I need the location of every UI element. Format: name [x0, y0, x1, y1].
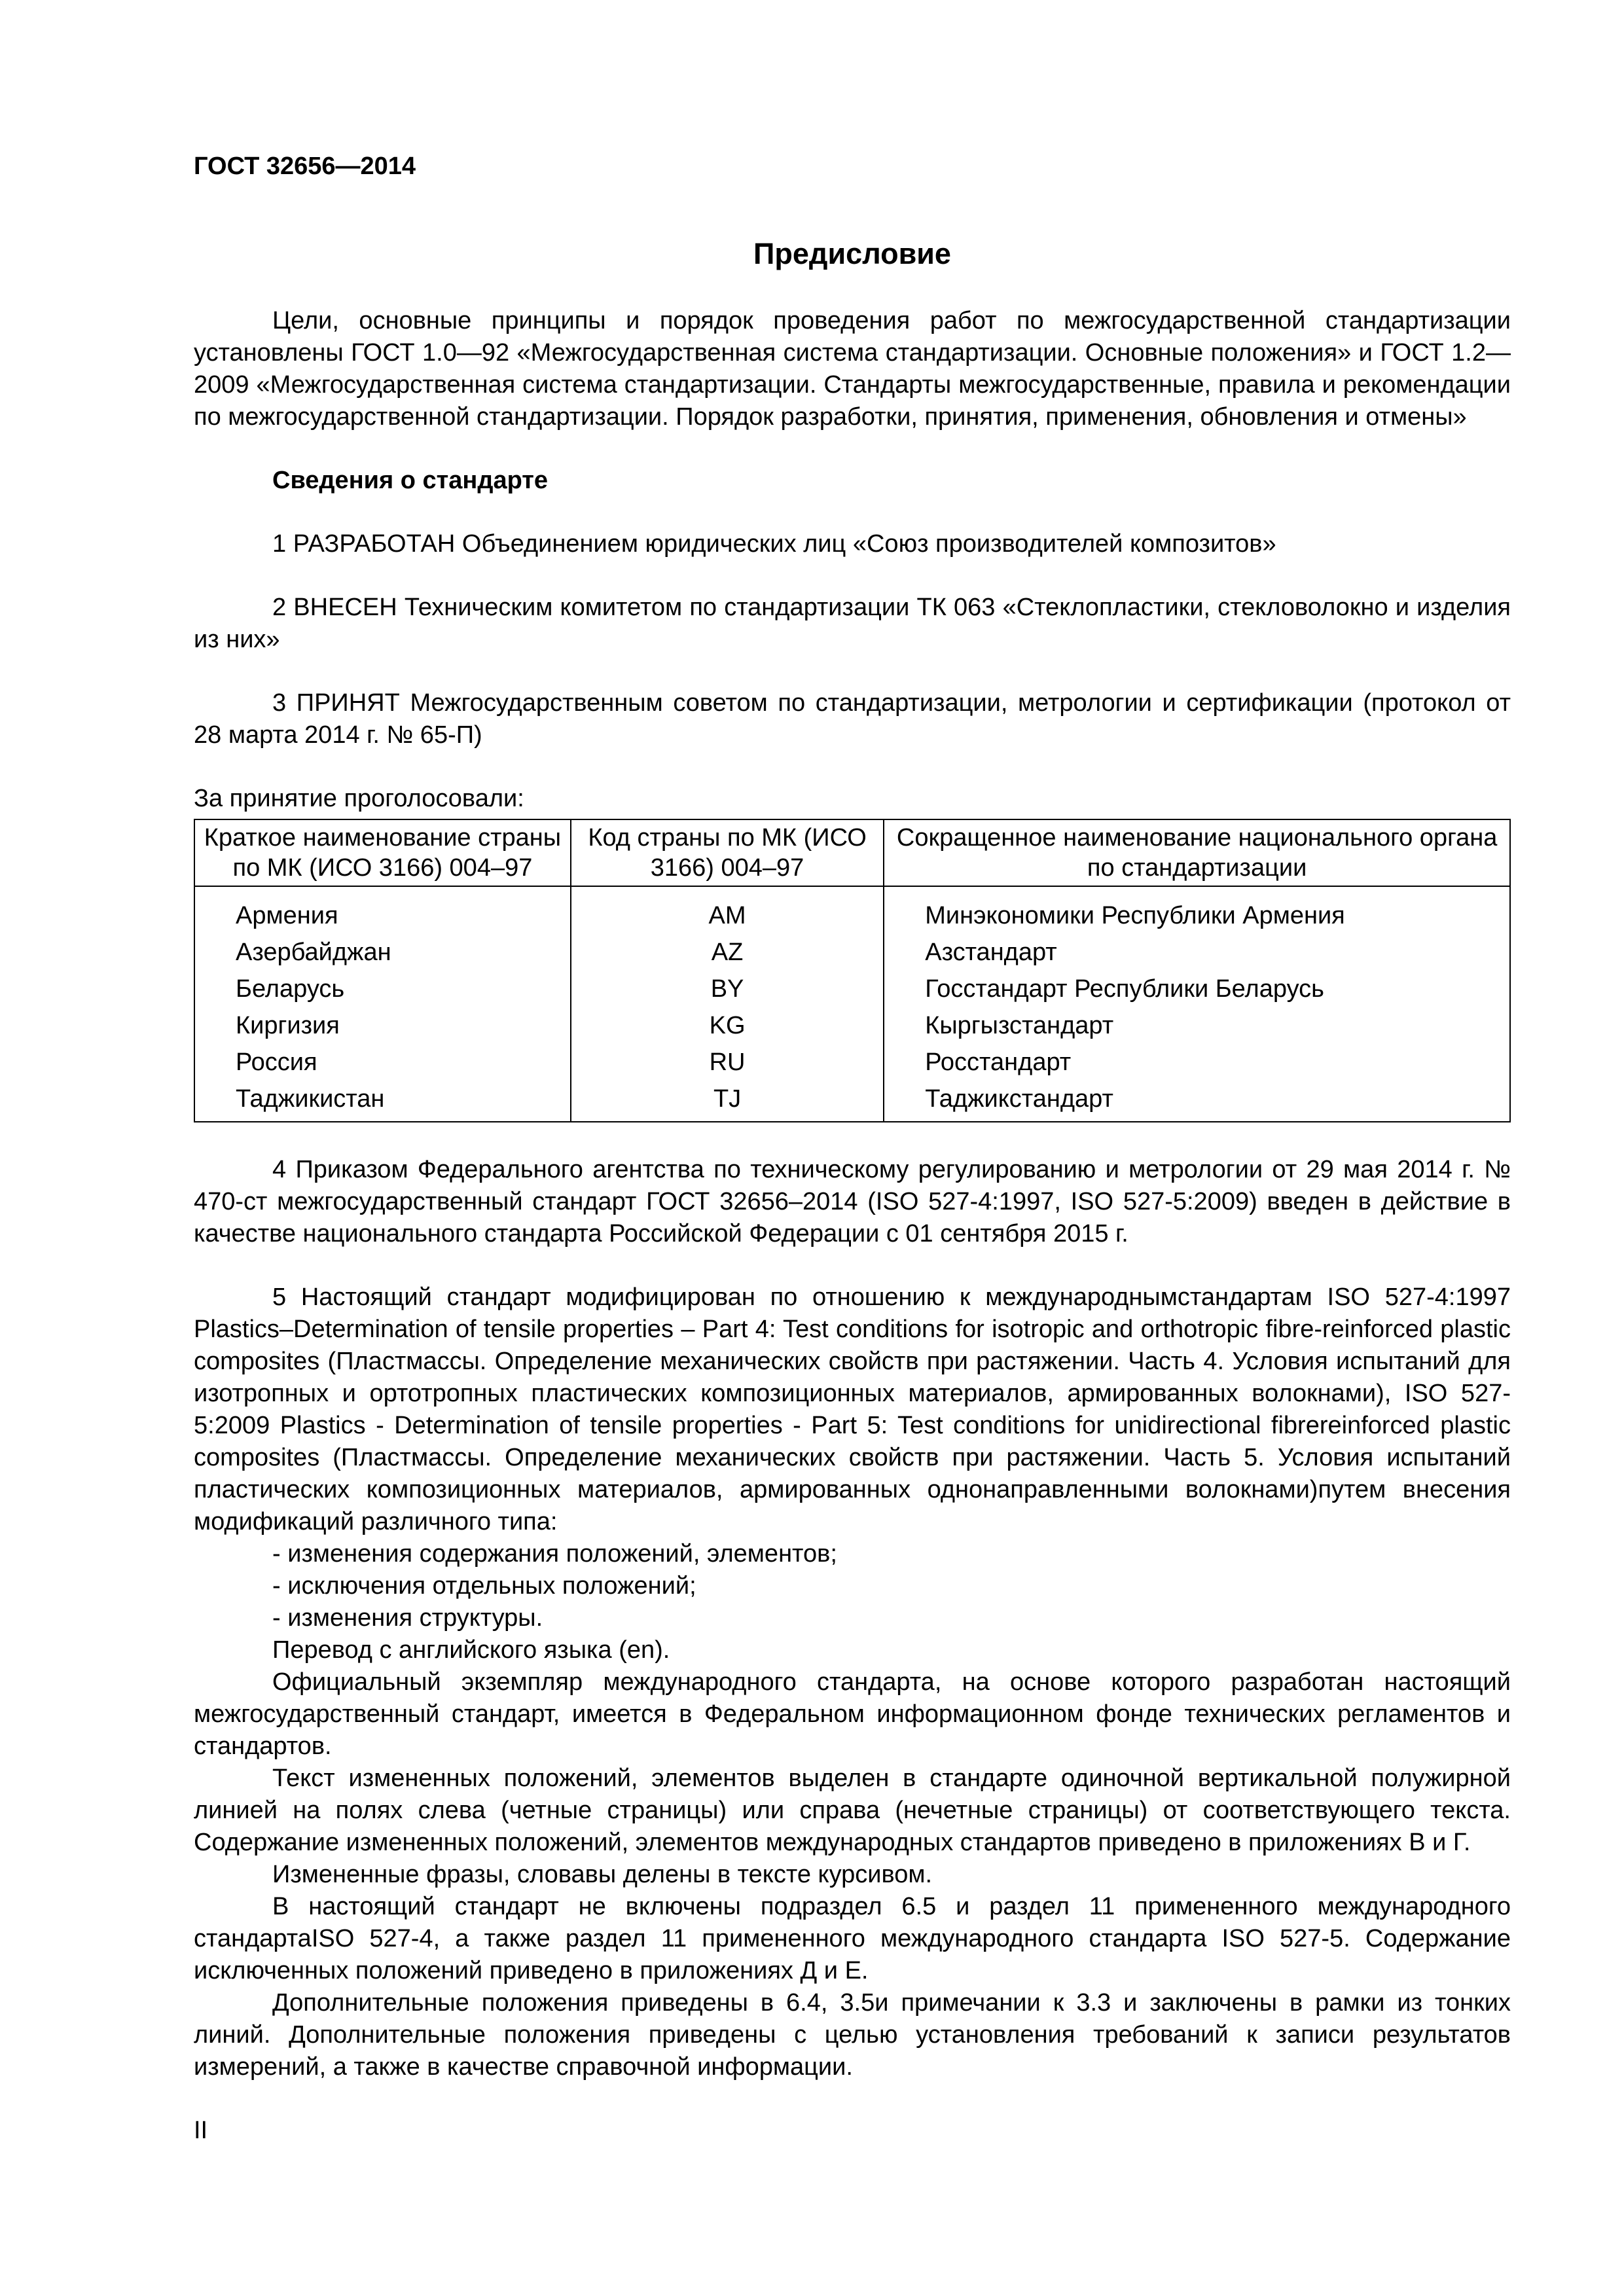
list-item: - изменения структуры. — [272, 1604, 543, 1632]
table-header-body: Сокращенное наименование национального органа по стандартизации — [884, 819, 1510, 886]
table-row — [194, 1081, 1510, 1122]
changed-phrases-note: Измененные фразы, словавы делены в тексте курсивом. — [272, 1861, 933, 1888]
translation-note: Перевод с английского языка (en). — [272, 1636, 670, 1664]
standards-body: Кыргызстандарт — [884, 1007, 1510, 1044]
document-page — [194, 151, 1511, 2083]
section-heading: Сведения о стандарте — [272, 467, 549, 494]
country-name: Беларусь — [194, 971, 571, 1007]
item-4: 4 Приказом Федерального агентства по техническому регулированию и метрологии от 29 мая 2014 г. № 470-ст межгосударственный стандарт ГОСТ 32656–2014 (ISO 527-4:1997, ISO 527-5:2009) введен в действие в качестве национального стандарта Российской Федерации с 01 сентября 2015 г. — [194, 1156, 1511, 1247]
table-row — [194, 886, 1510, 934]
changed-text-note: Текст измененных положений, элементов выделен в стандарте одиночной вертикальной полужирной линией на полях слева (четные страницы) или справа (нечетные страницы) от соответствующего текста. Содержание измененных положений, элементов международных стандартов приведено в приложениях В и Г. — [194, 1765, 1511, 1856]
not-included-note: В настоящий стандарт не включены подраздел 6.5 и раздел 11 примененного международного стандартаISO 527-4, а также раздел 11 примененного международного стандарта ISO 527-5. Содержание исключенных положений приведено в приложениях Д и Е. — [194, 1893, 1511, 1984]
item-2: 2 ВНЕСЕН Техническим комитетом по стандартизации ТК 063 «Стеклопластики, стекловолокно и изделия из них» — [194, 594, 1511, 653]
official-copy-note: Официальный экземпляр международного стандарта, на основе которого разработан настоящий межгосударственный стандарт, имеется в Федеральном информационном фонде технических регламентов и стандартов. — [194, 1668, 1511, 1760]
item-3: 3 ПРИНЯТ Межгосударственным советом по стандартизации, метрологии и сертификации (протокол от 28 марта 2014 г. № 65-П) — [194, 689, 1511, 749]
list-item: - изменения содержания положений, элементов; — [272, 1540, 837, 1568]
table-row — [194, 934, 1510, 971]
page-number: II — [194, 2117, 208, 2144]
standards-body: Госстандарт Республики Беларусь — [884, 971, 1510, 1007]
country-code: RU — [571, 1044, 884, 1081]
standards-body: Минэкономики Республики Армения — [884, 886, 1510, 934]
country-code: AZ — [571, 934, 884, 971]
item-5: 5 Настоящий стандарт модифицирован по отношению к международнымстандартам ISO 527-4:1997 Plastics–Determination of tensile properties – Part 4: Test conditions for isotropic and orthotropic fibre-reinforced plastic composites (Пластмассы. Определение механических свойств при растяжении. Часть 4. Условия испытаний для изотропных и ортотропных пластических композиционных материалов, армированных волокнами), ISO 527-5:2009 Plastics - Determination of tensile properties - Part 5: Test conditions for unidirectional fibrereinforced plastic composites (Пластмассы. Определение механических свойств при растяжении. Часть 5. Условия испытаний пластических композиционных материалов, армированных однонаправленными волокнами)путем внесения модификаций различного типа: — [194, 1283, 1511, 1535]
standards-body: Таджикстандарт — [884, 1081, 1510, 1122]
table-row — [194, 1007, 1510, 1044]
standards-body: Росстандарт — [884, 1044, 1510, 1081]
table-row — [194, 1044, 1510, 1081]
table-header-code: Код страны по МК (ИСО 3166) 004–97 — [571, 819, 884, 886]
vote-label: За принятие проголосовали: — [194, 785, 524, 812]
country-name: Армения — [194, 886, 571, 934]
document-code: ГОСТ 32656—2014 — [194, 152, 416, 180]
list-item: - исключения отдельных положений; — [272, 1572, 696, 1600]
standards-body: Азстандарт — [884, 934, 1510, 971]
table-header-country: Краткое наименование страны по МК (ИСО 3166) 004–97 — [194, 819, 571, 886]
additional-provisions-note: Дополнительные положения приведены в 6.4, 3.5и примечании к 3.3 и заключены в рамки из тонких линий. Дополнительные положения приведены с целью установления требований к записи результатов измерений, а также в качестве справочной информации. — [194, 1989, 1511, 2081]
country-name: Таджикистан — [194, 1081, 571, 1122]
country-code: TJ — [571, 1081, 884, 1122]
country-name: Киргизия — [194, 1007, 571, 1044]
page-title: Предисловие — [753, 237, 951, 270]
country-code: BY — [571, 971, 884, 1007]
item-1: 1 РАЗРАБОТАН Объединением юридических лиц «Союз производителей композитов» — [272, 530, 1276, 558]
table-row — [194, 971, 1510, 1007]
country-name: Россия — [194, 1044, 571, 1081]
table-header-row — [194, 819, 1510, 886]
country-code: AM — [571, 886, 884, 934]
countries-table — [194, 819, 1511, 1122]
country-code: KG — [571, 1007, 884, 1044]
intro-paragraph: Цели, основные принципы и порядок проведения работ по межгосударственной стандартизации установлены ГОСТ 1.0—92 «Межгосударственная система стандартизации. Основные положения» и ГОСТ 1.2—2009 «Межгосударственная система стандартизации. Стандарты межгосударственные, правила и рекомендации по межгосударственной стандартизации. Порядок разработки, принятия, применения, обновления и отмены» — [194, 307, 1511, 431]
country-name: Азербайджан — [194, 934, 571, 971]
